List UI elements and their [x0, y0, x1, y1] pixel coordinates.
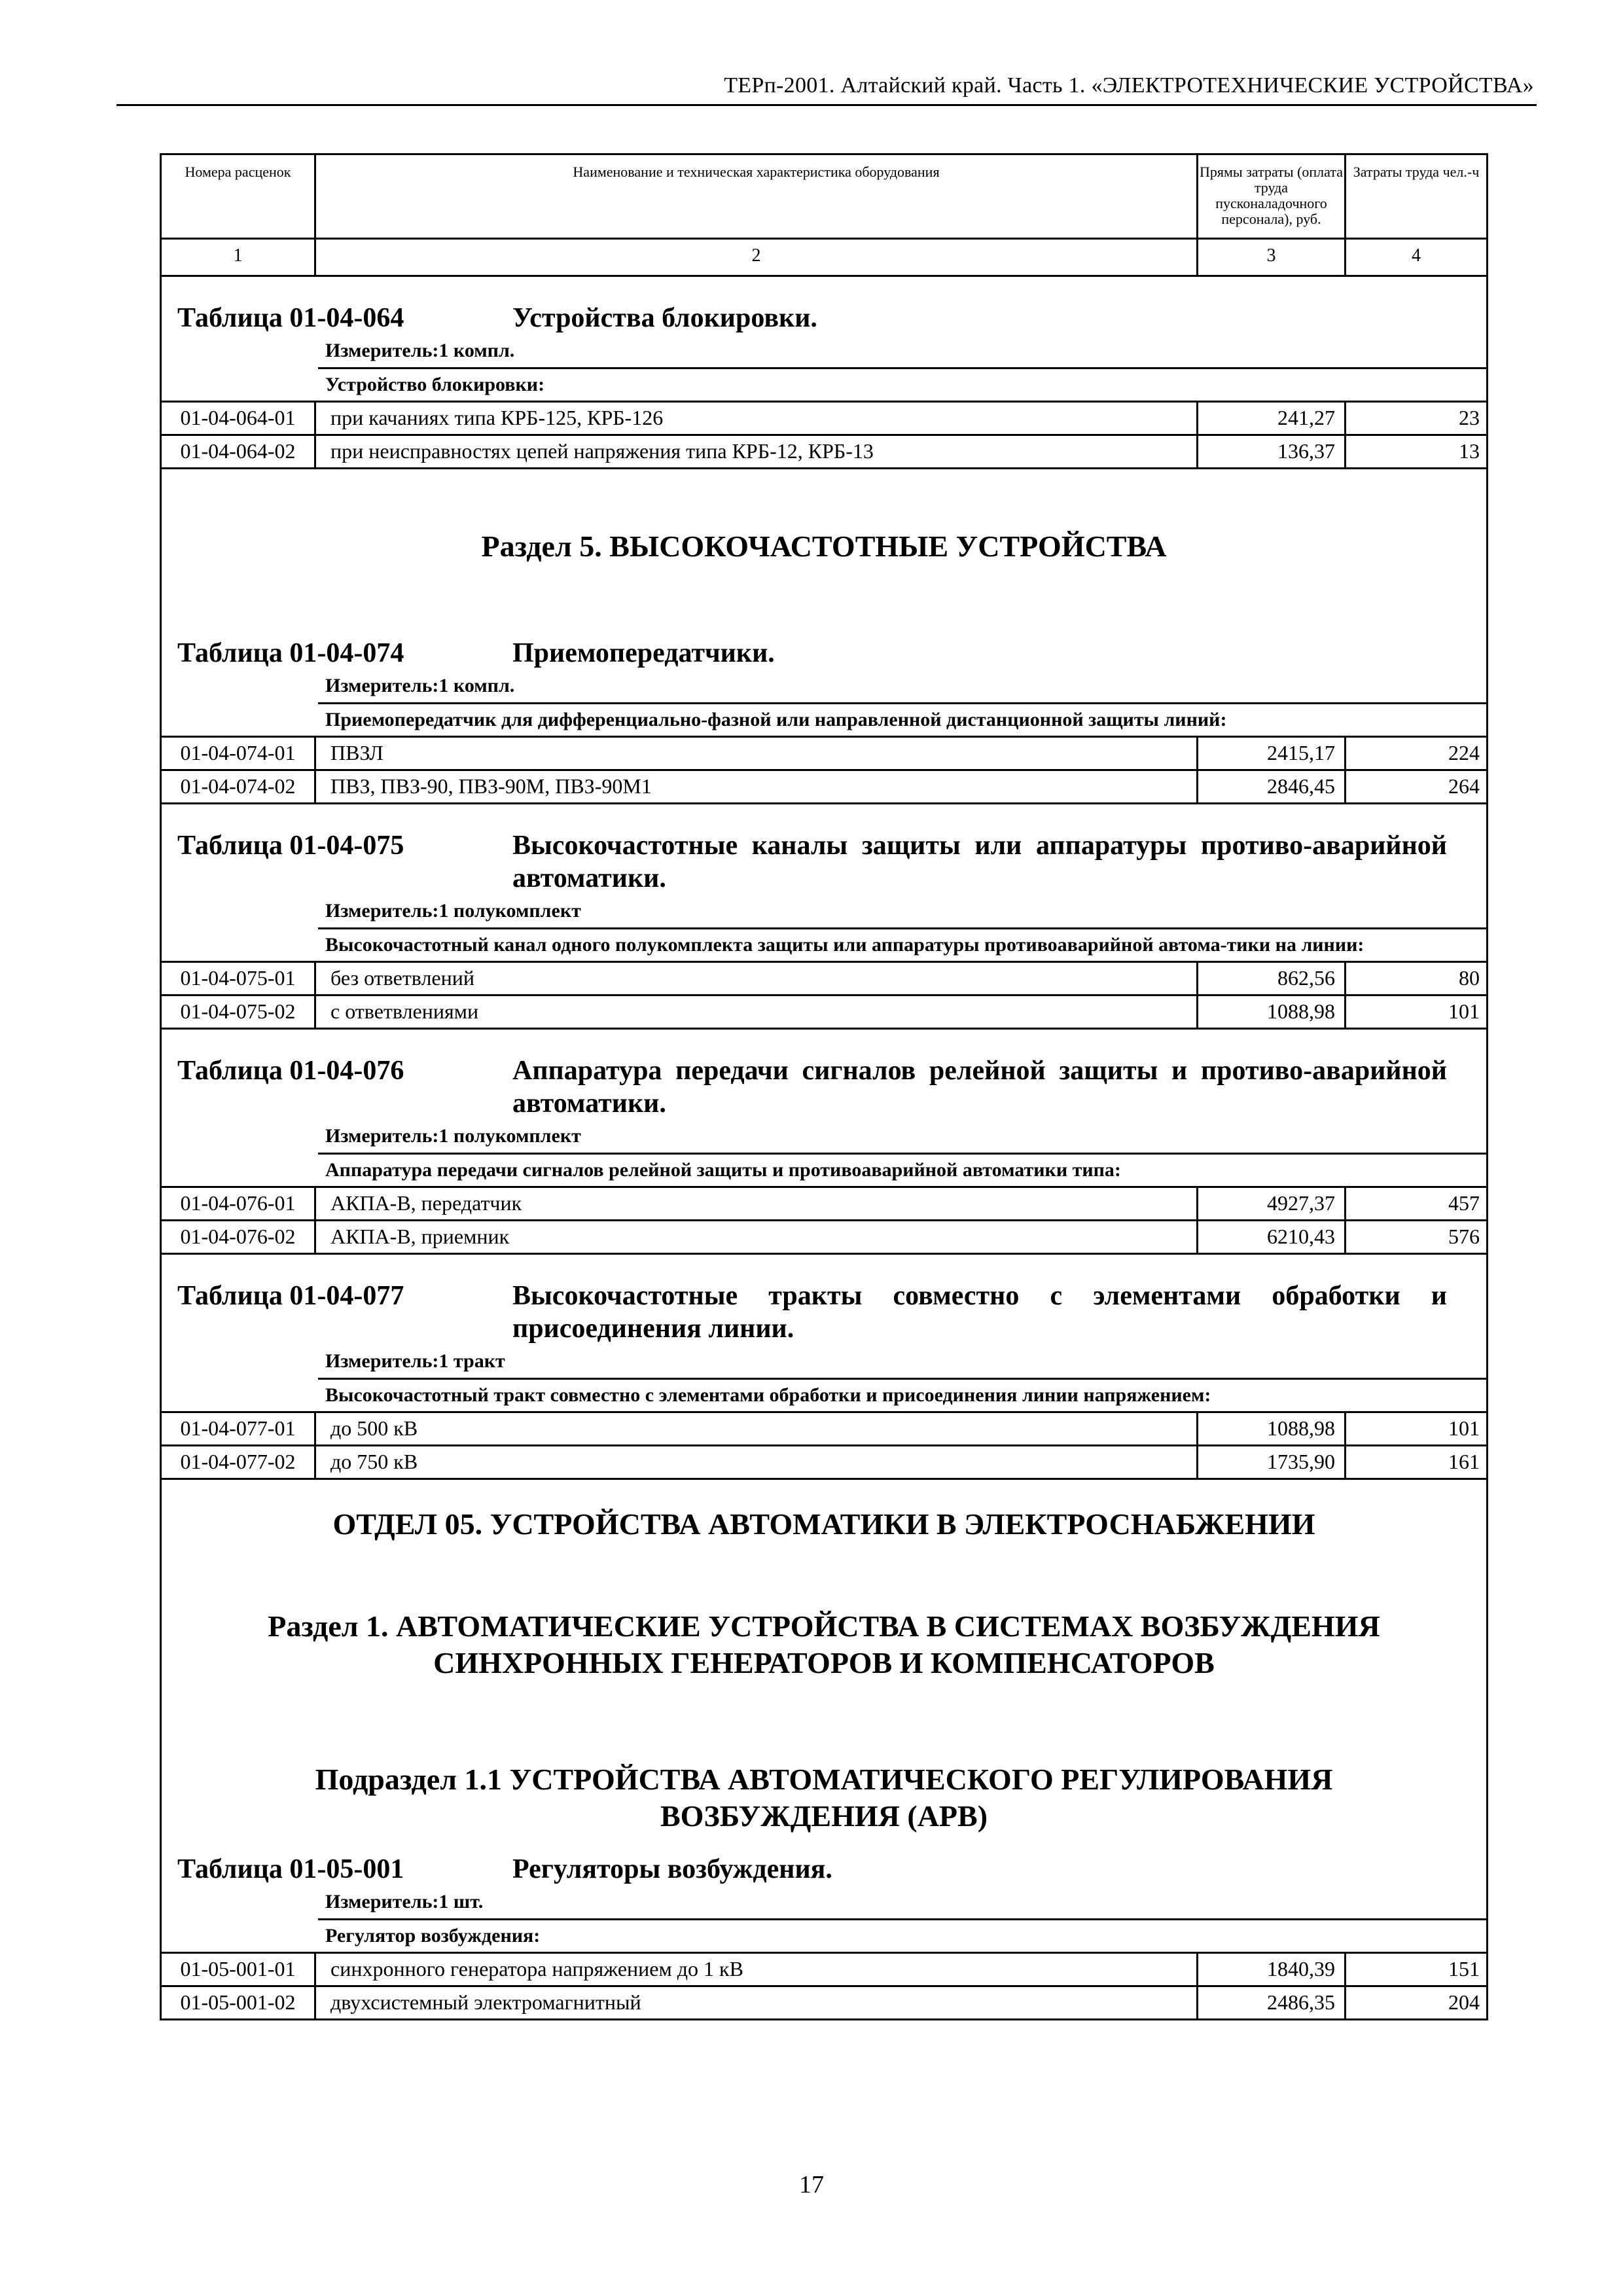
rate-name: до 750 кВ [316, 1446, 1198, 1478]
rate-labor: 151 [1448, 1957, 1480, 1981]
rate-labor: 161 [1448, 1450, 1480, 1473]
table-caption: Высокочастотные тракты совместно с элементами обработки и присоединения линии. [512, 1281, 1447, 1344]
table-number: Таблица 01-04-064 [177, 303, 404, 333]
rate-cost: 136,37 [1198, 436, 1346, 467]
rate-code: 01-04-076-01 [162, 1188, 316, 1219]
column-numbers-row [162, 240, 1486, 277]
rate-code: 01-04-075-02 [162, 996, 316, 1028]
rate-labor: 264 [1448, 774, 1480, 798]
rate-code: 01-04-076-02 [162, 1221, 316, 1253]
group-heading-076: Аппаратура передачи сигналов релейной защиты и противоаварийной автоматики типа: [318, 1153, 1486, 1186]
table-row [162, 434, 1486, 469]
group-heading-077: Высокочастотный тракт совместно с элементами обработки и присоединения линии напряжением: [318, 1378, 1486, 1411]
col-number-3: 3 [1198, 240, 1346, 275]
rate-cost: 1840,39 [1198, 1954, 1346, 1985]
rate-cost: 2486,35 [1198, 1987, 1346, 2018]
rate-name: синхронного генератора напряжением до 1 кВ [316, 1954, 1198, 1985]
rate-labor: 23 [1459, 406, 1480, 429]
header-text: ТЕРп-2001. Алтайский край. Часть 1. «ЭЛЕКТРОТЕХНИЧЕСКИЕ УСТРОЙСТВА» [724, 73, 1534, 98]
measure-077: Измеритель:1 тракт [325, 1350, 505, 1372]
rate-labor: 101 [1448, 999, 1480, 1023]
page-number: 17 [799, 2171, 824, 2198]
table-number: Таблица 01-04-074 [177, 638, 404, 668]
col-header-labor: Затраты труда чел.-ч [1353, 164, 1480, 180]
table-title-076 [162, 1054, 1486, 1120]
table-row [162, 1952, 1486, 1985]
measure-075: Измеритель:1 полукомплект [325, 900, 581, 922]
table-row [162, 769, 1486, 804]
rate-cost: 1088,98 [1198, 1413, 1346, 1444]
col-number-4: 4 [1412, 245, 1421, 266]
rate-name: без ответвлений [316, 963, 1198, 994]
rate-code: 01-04-064-01 [162, 403, 316, 434]
rate-name: ПВЗ, ПВЗ-90, ПВЗ-90М, ПВЗ-90М1 [316, 771, 1198, 802]
group-heading-075: Высокочастотный канал одного полукомплекта защиты или аппаратуры противоаварийной автома-тики на линии: [318, 927, 1486, 961]
section-heading-line: СИНХРОННЫХ ГЕНЕРАТОРОВ И КОМПЕНСАТОРОВ [433, 1646, 1215, 1679]
table-caption: Аппаратура передачи сигналов релейной защиты и противо-аварийной автоматики. [512, 1056, 1447, 1119]
col-header-cost: Прямы затраты (оплата труда пусконаладочного персонала), руб. [1198, 155, 1346, 238]
rate-name: при качаниях типа КРБ-125, КРБ-126 [316, 403, 1198, 434]
rate-cost: 241,27 [1198, 403, 1346, 434]
subsection-heading-1-1 [162, 1761, 1486, 1835]
rate-name: АКПА-В, приемник [316, 1221, 1198, 1253]
table-number: Таблица 01-04-075 [177, 831, 404, 861]
rate-cost: 1735,90 [1198, 1446, 1346, 1478]
rate-code: 01-04-077-01 [162, 1413, 316, 1444]
table-number: Таблица 01-04-076 [177, 1056, 404, 1086]
table-row [162, 736, 1486, 769]
rate-labor: 13 [1459, 439, 1480, 463]
table-caption: Приемопередатчики. [512, 638, 775, 668]
rate-cost: 2415,17 [1198, 738, 1346, 769]
rate-labor: 224 [1448, 741, 1480, 764]
rate-name: двухсистемный электромагнитный [316, 1987, 1198, 2018]
col-number-1: 1 [162, 240, 316, 275]
table-row [162, 401, 1486, 434]
rate-cost: 4927,37 [1198, 1188, 1346, 1219]
rate-labor: 80 [1459, 966, 1480, 990]
rate-labor: 576 [1448, 1225, 1480, 1248]
rate-code: 01-04-077-02 [162, 1446, 316, 1478]
rate-cost: 862,56 [1198, 963, 1346, 994]
table-row [162, 961, 1486, 994]
rate-labor: 204 [1448, 1990, 1480, 2014]
col-header-codes: Номера расценок [162, 155, 316, 238]
table-title-064 [162, 302, 1486, 334]
table-row [162, 1411, 1486, 1444]
rate-labor: 457 [1448, 1191, 1480, 1215]
col-header-name: Наименование и техническая характеристика оборудования [316, 155, 1198, 238]
rate-code: 01-05-001-02 [162, 1987, 316, 2018]
group-heading-074: Приемопередатчик для дифференциально-фазной или направленной дистанционной защиты линий: [318, 702, 1486, 736]
measure-064: Измеритель:1 компл. [325, 340, 515, 361]
rate-cost: 1088,98 [1198, 996, 1346, 1028]
rate-code: 01-04-074-02 [162, 771, 316, 802]
department-heading-05: ОТДЕЛ 05. УСТРОЙСТВА АВТОМАТИКИ В ЭЛЕКТРОСНАБЖЕНИИ [332, 1507, 1315, 1541]
table-caption: Устройства блокировки. [512, 303, 817, 333]
table-number: Таблица 01-05-001 [177, 1854, 404, 1884]
table-caption: Регуляторы возбуждения. [512, 1854, 832, 1884]
rate-cost: 2846,45 [1198, 771, 1346, 802]
table-row [162, 1186, 1486, 1219]
table-row [162, 1444, 1486, 1480]
measure-076: Измеритель:1 полукомплект [325, 1125, 581, 1147]
rate-name: с ответвлениями [316, 996, 1198, 1028]
running-header [116, 68, 1537, 106]
table-row [162, 994, 1486, 1030]
rate-cost: 6210,43 [1198, 1221, 1346, 1253]
rate-code: 01-04-074-01 [162, 738, 316, 769]
subsection-heading-line: ВОЗБУЖДЕНИЯ (АРВ) [660, 1799, 988, 1833]
rates-table [160, 153, 1488, 2020]
rate-labor: 101 [1448, 1416, 1480, 1440]
section-heading-5: Раздел 5. ВЫСОКОЧАСТОТНЫЕ УСТРОЙСТВА [481, 529, 1167, 563]
group-heading-064: Устройство блокировки: [318, 367, 1486, 401]
section-heading-1 [162, 1608, 1486, 1681]
col-number-2: 2 [316, 240, 1198, 275]
section-heading-line: Раздел 1. АВТОМАТИЧЕСКИЕ УСТРОЙСТВА В СИСТЕМАХ ВОЗБУЖДЕНИЯ [268, 1609, 1380, 1643]
rate-code: 01-04-064-02 [162, 436, 316, 467]
table-row [162, 1219, 1486, 1255]
group-heading-05-001: Регулятор возбуждения: [318, 1918, 1486, 1952]
measure-05-001: Измеритель:1 шт. [325, 1891, 484, 1912]
table-caption: Высокочастотные каналы защиты или аппаратуры противо-аварийной автоматики. [512, 831, 1447, 893]
table-title-05-001 [162, 1853, 1486, 1886]
rate-code: 01-04-075-01 [162, 963, 316, 994]
table-title-074 [162, 637, 1486, 670]
subsection-heading-line: Подраздел 1.1 УСТРОЙСТВА АВТОМАТИЧЕСКОГО РЕГУЛИРОВАНИЯ [315, 1763, 1333, 1796]
table-title-075 [162, 829, 1486, 895]
table-row [162, 1985, 1486, 2018]
measure-074: Измеритель:1 компл. [325, 675, 515, 696]
rate-name: до 500 кВ [316, 1413, 1198, 1444]
table-number: Таблица 01-04-077 [177, 1281, 404, 1311]
rate-code: 01-05-001-01 [162, 1954, 316, 1985]
table-title-077 [162, 1280, 1486, 1345]
rate-name: АКПА-В, передатчик [316, 1188, 1198, 1219]
rate-name: ПВЗЛ [316, 738, 1198, 769]
table-header [162, 155, 1486, 240]
rate-name: при неисправностях цепей напряжения типа КРБ-12, КРБ-13 [316, 436, 1198, 467]
